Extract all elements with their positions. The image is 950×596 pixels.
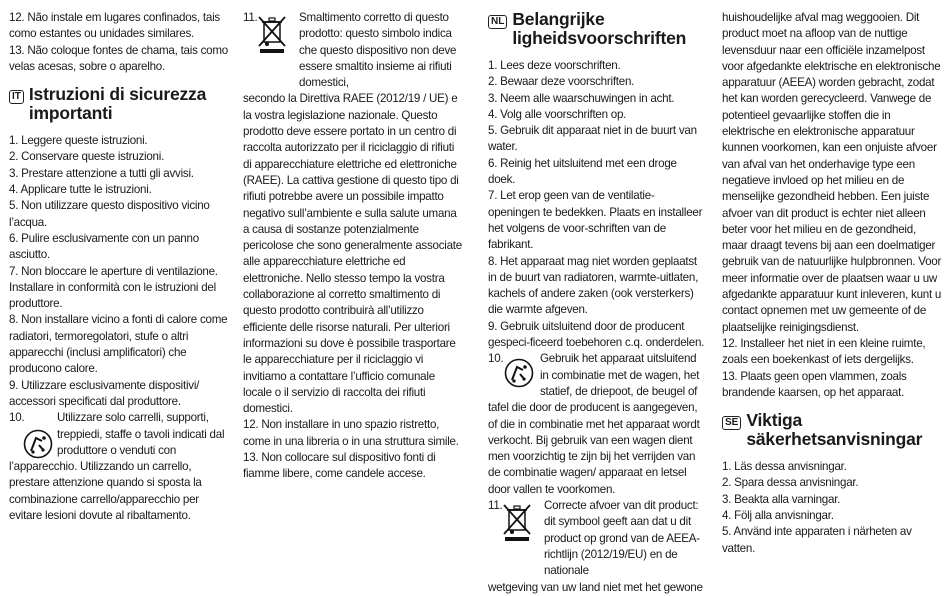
item-number: 10.: [488, 352, 504, 366]
list-item: 5. Använd inte apparaten i närheten av vatten.: [722, 525, 912, 555]
list-item: 4. Följ alla anvisningar.: [722, 509, 834, 523]
list-item: 4. Applicare tutte le istruzioni.: [9, 183, 152, 197]
it-item-12: 12. Non installare in uno spazio ristretto, come in una libreria o in una struttura simile.: [243, 418, 459, 448]
list-item: 3. Beakta alla varningar.: [722, 492, 841, 506]
language-tag-it: IT: [9, 90, 24, 104]
nl-section-title: Belangrijke ligheidsvoorschriften: [512, 9, 687, 48]
nl-item-13: 13. Plaats geen open vlammen, zoals brandende kaarsen, op het apparaat.: [722, 369, 907, 399]
it-item-11-text: Smaltimento corretto di questo prodotto: questo simbolo indica che questo dispositivo non deve essere smaltito insieme ai rifiuti domestici,: [299, 11, 457, 90]
it-item-10-rest: l’apparecchio. Utilizzando un carrello, prestare attenzione quando si sposta la combinazione carrello/apparecchio per evitare lesioni dovute al ribaltamento.: [9, 460, 202, 523]
column-2: [243, 10, 463, 483]
it-item-10: [9, 410, 231, 459]
language-tag-se: SE: [722, 416, 741, 430]
list-item: 7. Let erop geen van de ventilatie-openingen te bedekken. Plaats en installeer het volgens de voor-schriften van de fabrikant.: [488, 189, 703, 252]
nl-item-11-rest: wetgeving van uw land niet met het gewone: [488, 580, 703, 594]
list-item: 8. Het apparaat mag niet worden geplaatst in de buurt van radiatoren, warmte-uitlaten, kachels of andere zaken (ook versterkers) die warmte afgeven.: [488, 254, 699, 317]
nl-item-10: [488, 351, 706, 400]
list-item: 9. Utilizzare esclusivamente dispositivi/ accessori specificati dal produttore.: [9, 378, 200, 408]
list-item: 8. Non installare vicino a fonti di calore come radiatori, termoregolatori, stufe o altri apparecchi (inclusi amplificatori) che producono calore.: [9, 313, 228, 376]
it-item-13: 13. Non collocare sul dispositivo fonti di fiamme libere, come candele accese.: [243, 451, 436, 481]
list-item: 6. Reinig het uitsluitend met een droge doek.: [488, 156, 677, 187]
item-number: 11.: [243, 11, 258, 24]
list-item: 5. Gebruik dit apparaat niet in de buurt van water.: [488, 124, 697, 154]
se-items-list: [722, 459, 944, 557]
nl-item-12: 12. Installeer het niet in een kleine ruimte, zoals een boekenkast of iets dergelijks.: [722, 336, 926, 367]
list-item: 1. Leggere queste istruzioni.: [9, 134, 148, 148]
weee-crossed-bin-icon: [500, 502, 544, 542]
nl-items-list: [488, 58, 706, 351]
list-item: 9. Gebruik uitsluitend door de producent gespeci-ficeerd toebehoren c.q. onderdelen.: [488, 319, 705, 350]
pt-item-13: 13. Não coloque fontes de chama, tais como velas acesas, sobre o aparelho.: [9, 43, 228, 73]
it-item-11-rest: secondo la Direttiva RAEE (2012/19 / UE) e la vostra legislazione nazionale. Questo prodotto deve essere portato in un centro di raccolta autorizzato per il riciclaggio di rifiuti di apparecchiature elettriche ed elettroniche (RAEE). La cattiva gestione di questo tipo di rifiuti potrebbe avere un possibile impatto negativo sull’ambiente e sulla salute umana a causa di sostanze potenzialmente pericolose che sono generalmente associate alle apparecchiature elettriche ed elettroniche. Nello stesso tempo la vostra collaborazione al corretto smaltimento di questo prodotto contribuirà all’utilizzo efficiente delle risorse naturali. Per ulteriori informazioni su dove è possibile trasportare le apparecchiature per il riciclaggio vi invitiamo a contattare l’ufficio comunale locale o il servizio di raccolta dei rifiuti domestici.: [243, 92, 462, 416]
nl-item-11-continued: huishoudelijke afval mag weggooien. Dit product moet na afloop van de nuttige levensduur naar een officiële inzamelpost voor afgedankte elektrische en elektronische apparatuur (AEEA) worden gebracht, zodat het kan worden gerecycleerd. Vanwege de potentieel gevaarlijke stoffen die in elektrische en elektronische apparatuur kunnen voorkomen, kan een onjuiste afvoer van afval van het onderhavige type een negatieve invloed op het milieu en de menselijke gezondheid hebben. Een juiste afvoer van dit product is echter niet alleen beter voor het milieu en de gezondheid, maar draagt tevens bij aan een doelmatiger gebruik van de natuurlijke hulpbronnen. Voor meer informatie over de plaatsen waar u uw afgedankte apparatuur kunt inleveren, kunt u contact opnemen met uw gemeente of de plaatselijke reinigingsdienst.: [722, 11, 942, 334]
it-item-11: [243, 10, 463, 91]
column-1: [9, 10, 231, 524]
list-item: 6. Pulire esclusivamente con un panno asciutto.: [9, 231, 199, 262]
cart-tipover-warning-icon: [23, 429, 57, 459]
cart-tipover-warning-icon: [504, 358, 540, 388]
it-item-10-text: Utilizzare solo carrelli, supporti, treppiedi, staffe o tavoli indicati dal produttore o venduti con: [57, 411, 225, 457]
se-section-title: Viktiga säkerhetsanvisningar: [746, 410, 923, 450]
it-section-title: Istruzioni di sicurezza importanti: [28, 84, 207, 124]
list-item: 4. Volg alle voorschriften op.: [488, 107, 627, 121]
item-number: 10.: [9, 411, 25, 425]
list-item: 1. Läs dessa anvisningar.: [722, 460, 847, 474]
it-items-list: [9, 133, 231, 410]
language-tag-nl: NL: [488, 15, 507, 29]
column-4: [722, 10, 944, 557]
list-item: 5. Non utilizzare questo dispositivo vicino l’acqua.: [9, 199, 210, 229]
list-item: 2. Spara dessa anvisningar.: [722, 476, 859, 490]
weee-crossed-bin-icon: [255, 14, 299, 54]
list-item: 3. Prestare attenzione a tutti gli avvisi.: [9, 166, 194, 180]
column-3: [488, 10, 706, 596]
list-item: 1. Lees deze voorschriften.: [488, 59, 621, 72]
nl-section-heading: [488, 10, 706, 48]
list-item: 2. Conservare queste istruzioni.: [9, 150, 165, 164]
nl-item-11-text: Correcte afvoer van dit product: dit symbool geeft aan dat u dit product op grond van de AEEA-richtlijn (2012/19/EU) en de nationale: [544, 499, 700, 578]
it-section-heading: [9, 85, 231, 123]
item-number: 11.: [488, 499, 503, 513]
list-item: 7. Non bloccare le aperture di ventilazione. Installare in conformità con le istruzioni del produttore.: [9, 264, 218, 311]
pt-item-12: 12. Não instale em lugares confinados, tais como estantes ou unidades similares.: [9, 11, 220, 41]
nl-item-11: [488, 498, 706, 579]
se-section-heading: [722, 411, 944, 449]
list-item: 3. Neem alle waarschuwingen in acht.: [488, 91, 675, 105]
list-item: 2. Bewaar deze voorschriften.: [488, 75, 635, 89]
nl-item-10-rest: tafel die door de producent is aangegeven, of die in combinatie met het apparaat wordt verkocht. Bij gebruik van een wagen dient men voorzichtig te zijn bij het verrijden van de combinatie wagen/ apparaat en letsel door vallen te voorkomen.: [488, 401, 700, 496]
nl-item-10-text: Gebruik het apparaat uitsluitend in combinatie met de wagen, het statief, de driepoot, de beugel of: [540, 352, 700, 398]
